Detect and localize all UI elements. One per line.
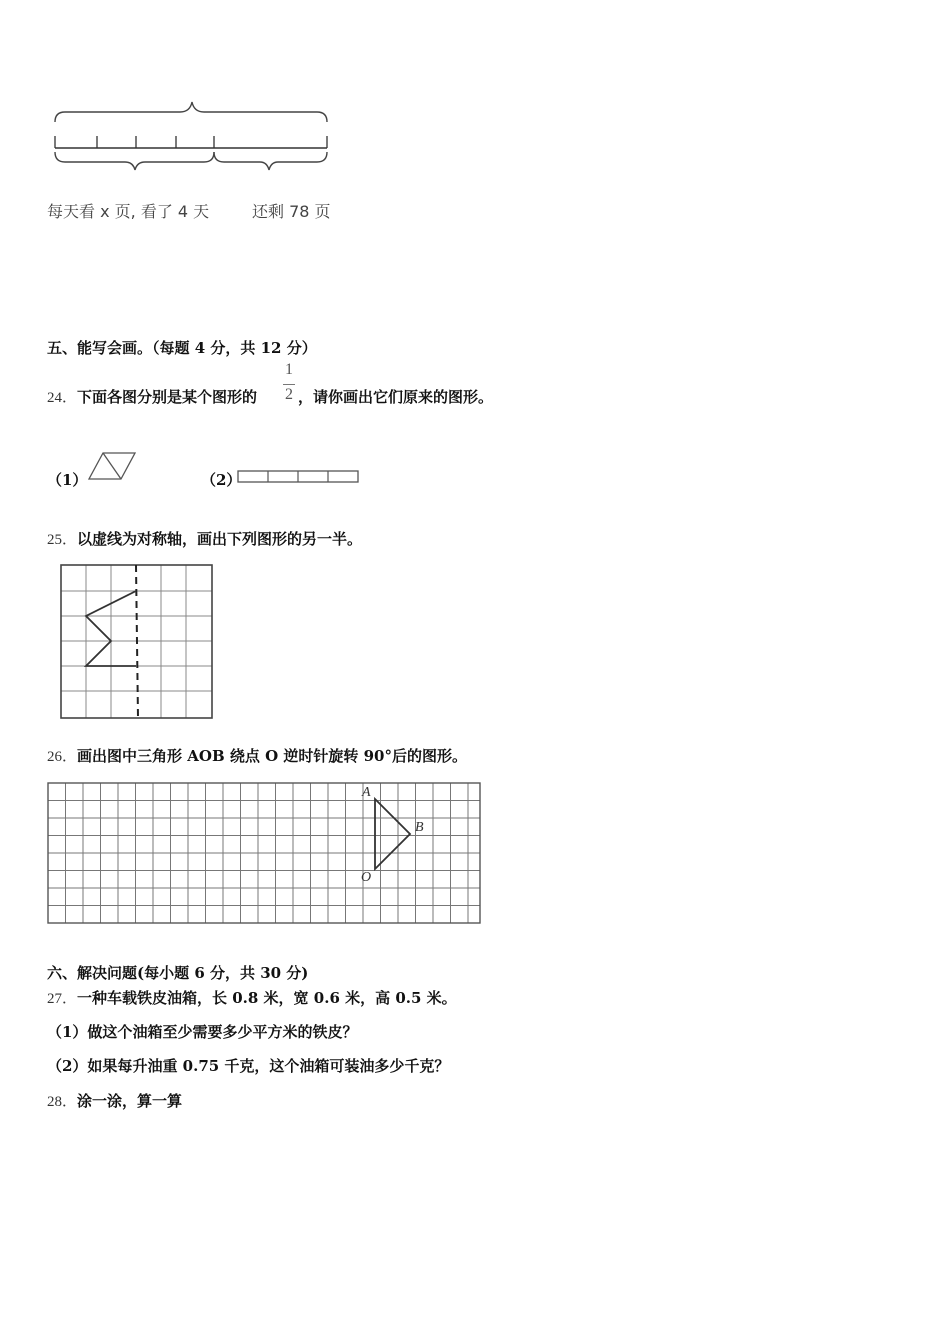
section5-heading: 五、能写会画。（每题 4 分，共 12 分） bbox=[47, 339, 317, 357]
q25-grid bbox=[58, 563, 218, 721]
q24-fraction-num: 1 bbox=[285, 361, 293, 378]
q25-number: 25． bbox=[47, 532, 78, 548]
q25-question bbox=[47, 528, 362, 549]
q24-number: 24． bbox=[47, 390, 78, 406]
point-b-label: B bbox=[415, 820, 424, 835]
section6-heading: 六、解决问题(每小题 6 分，共 30 分) bbox=[47, 964, 309, 982]
q28-number: 28． bbox=[47, 1094, 78, 1110]
q24-fig2-label: （2） bbox=[201, 471, 242, 489]
q27-text: 一种车载铁皮油箱，长 0.8 米，宽 0.6 米，高 0.5 米。 bbox=[77, 989, 457, 1007]
q24-fraction-den: 2 bbox=[285, 386, 293, 403]
q28-text: 涂一涂，算一算 bbox=[77, 1092, 183, 1110]
top-brace bbox=[55, 102, 327, 122]
q26-grid bbox=[45, 781, 485, 926]
q27-number: 27． bbox=[47, 991, 78, 1007]
bottom-brace-left bbox=[55, 152, 214, 170]
q24-text-before: 下面各图分别是某个图形的 bbox=[77, 388, 258, 406]
q27-sub1: （1）做这个油箱至少需要多少平方米的铁皮？ bbox=[47, 1023, 358, 1041]
diagram-label-right: 还剩 78 页 bbox=[252, 202, 331, 221]
q24-fraction-bar bbox=[283, 384, 295, 385]
symmetry-axis bbox=[136, 565, 138, 718]
q24-text-after: ，请你画出它们原来的图形。 bbox=[298, 388, 494, 406]
q28-question bbox=[47, 1090, 182, 1111]
point-o-label: O bbox=[361, 870, 372, 885]
q24-fig2-rectangle bbox=[237, 470, 362, 486]
q24-fig1-rhombus bbox=[87, 451, 137, 481]
q25-text: 以虚线为对称轴，画出下列图形的另一半。 bbox=[77, 530, 363, 548]
q27-sub2: （2）如果每升油重 0.75 千克，这个油箱可装油多少千克？ bbox=[47, 1057, 450, 1075]
point-a-label: A bbox=[362, 785, 371, 800]
q26-text: 画出图中三角形 AOB 绕点 O 逆时针旋转 90°后的图形。 bbox=[77, 747, 467, 765]
q26-question bbox=[47, 745, 467, 766]
q24-question bbox=[47, 386, 257, 407]
q26-number: 26． bbox=[47, 749, 78, 765]
q27-question bbox=[47, 987, 457, 1008]
bottom-brace-right bbox=[214, 152, 327, 170]
segment-diagram bbox=[45, 100, 335, 180]
diagram-label-left: 每天看 x 页, 看了 4 天 bbox=[47, 202, 210, 221]
q24-fig1-label: （1） bbox=[47, 471, 88, 489]
